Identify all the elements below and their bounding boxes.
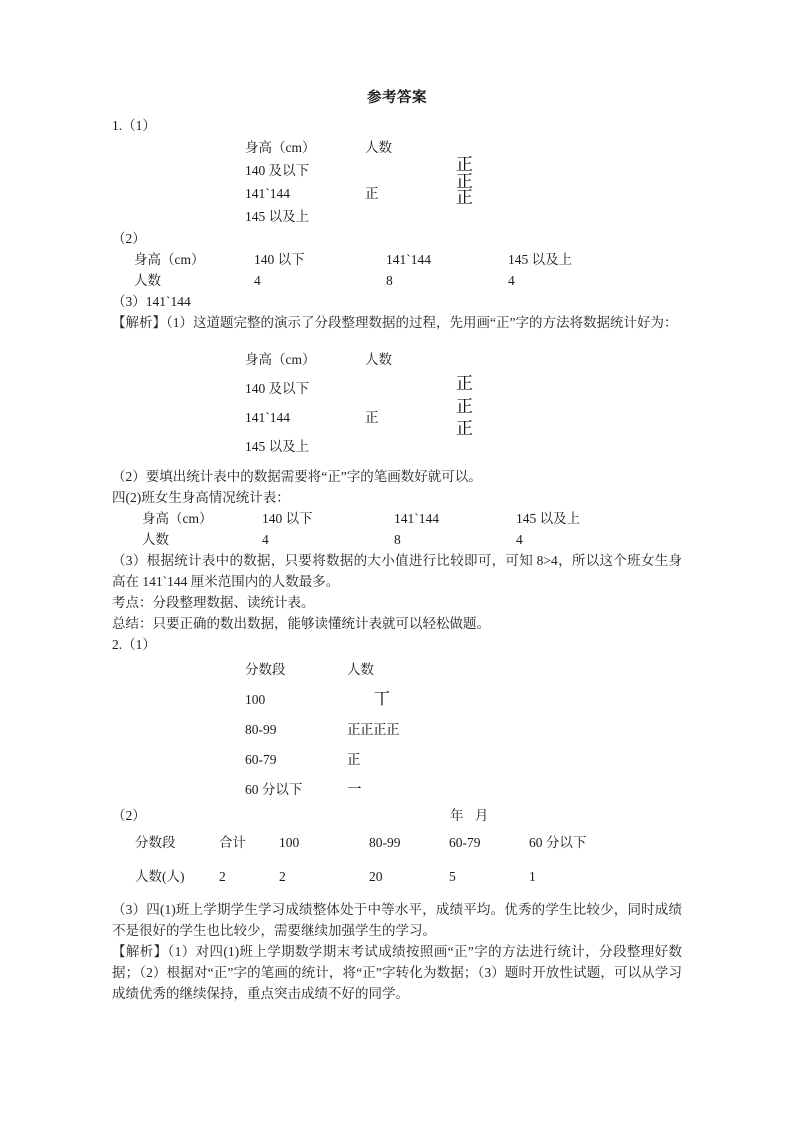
- q2-tally-table: [244, 655, 535, 805]
- q2-summary-table: [134, 826, 587, 894]
- table-header-row: [142, 508, 580, 529]
- question-1-part-3-answer: （3）141`144: [112, 294, 191, 309]
- header-total: 合计: [219, 835, 246, 850]
- table-row: [134, 860, 587, 894]
- date-stamp: 年 月: [450, 808, 493, 823]
- header-height: 身高（cm）: [245, 140, 316, 155]
- stacked-zheng-tally: [456, 373, 473, 441]
- header-below-60: 60 分以下: [529, 835, 587, 850]
- q2-part-3-answer: （3）四(1)班上学期学生学习成绩整体处于中等水平，成绩平均。优秀的学生比较少，同时成绩不是很好的学生也比较少，需要继续加强学生的学习。: [112, 902, 682, 938]
- row-label-count: 人数(人): [135, 869, 185, 884]
- header-100: 100: [279, 835, 300, 850]
- row-tally-marks: 丅: [374, 691, 390, 708]
- row-tally-marks: 正正正正: [347, 722, 399, 737]
- q1-summary-table: [134, 249, 572, 291]
- row-score-range: 60 分以下: [245, 782, 303, 797]
- row-prefix-mark: [364, 374, 436, 403]
- stacked-zheng-tally: [456, 157, 473, 207]
- header-score-range: 分数段: [135, 835, 176, 850]
- table-row: [134, 270, 572, 291]
- q1-tally-table: [244, 136, 498, 228]
- tally-stack-cell: [436, 374, 498, 461]
- header-count: 人数: [365, 352, 392, 367]
- header-height: 身高（cm）: [142, 511, 213, 526]
- row-range: 140 及以下: [245, 163, 310, 178]
- value-80-99: 20: [369, 869, 383, 884]
- table-row: [244, 159, 498, 182]
- zheng-glyph: 正: [456, 155, 473, 174]
- zheng-glyph: 正: [456, 374, 473, 393]
- value-141-144: 8: [386, 273, 393, 288]
- table-row: [244, 745, 535, 775]
- table-row: [244, 775, 535, 805]
- q1-kaodian: 考点：分段整理数据、读统计表。: [112, 595, 315, 610]
- value-below-140: 4: [254, 273, 261, 288]
- row-score-range: 80-99: [245, 722, 277, 737]
- table-row: [244, 374, 498, 403]
- row-prefix-mark: [364, 432, 436, 461]
- row-range: 145 以及上: [245, 439, 310, 454]
- header-60-79: 60-79: [449, 835, 481, 850]
- row-prefix-mark: [364, 205, 436, 228]
- q2-analysis: 【解析】（1）对四(1)班上学期数学期末考试成绩按照画“正”字的方法进行统计，分段整理好数据；（2）根据对“正”字的笔画的统计，将“正”字转化为数据；（3）题时开放性试题，可以从学习成绩优秀的继续保持，重点突击成绩不好的同学。: [112, 944, 682, 1001]
- zheng-glyph: 正: [456, 419, 473, 438]
- header-height: 身高（cm）: [134, 252, 205, 267]
- row-label-count: 人数: [142, 532, 169, 547]
- question-2-part-2-label: （2）: [112, 808, 146, 823]
- value-below-140: 4: [262, 532, 269, 547]
- tally-stack-cell: [436, 155, 498, 228]
- q1-analysis-part-3: （3）根据统计表中的数据，只要将数据的大小值进行比较即可，可知 8>4，所以这个班女生身高在 141`144 厘米范围内的人数最多。: [112, 553, 682, 589]
- row-range: 141`144: [245, 410, 290, 425]
- row-tally-marks: 一: [347, 782, 361, 798]
- value-60-79: 5: [449, 869, 456, 884]
- q1-zongjie: 总结：只要正确的数出数据，能够读懂统计表就可以轻松做题。: [112, 616, 490, 631]
- header-count: 人数: [365, 140, 392, 155]
- row-label-count: 人数: [134, 273, 161, 288]
- value-above-145: 4: [516, 532, 523, 547]
- page-title: 参考答案: [367, 90, 427, 106]
- header-above-145: 145 以及上: [516, 511, 581, 526]
- value-141-144: 8: [394, 532, 401, 547]
- row-range: 141`144: [245, 186, 290, 201]
- value-100: 2: [279, 869, 286, 884]
- q1-analysis-part-2: （2）要填出统计表中的数据需要将“正”字的笔画数好就可以。: [112, 469, 482, 484]
- table-header-row: [244, 345, 498, 374]
- zheng-glyph: 正: [456, 396, 473, 416]
- q1-analysis-tally-table: [244, 345, 498, 461]
- table-row: [244, 685, 535, 715]
- header-score-range: 分数段: [245, 662, 286, 677]
- q1-caption-table: [142, 508, 580, 550]
- table-row: [142, 529, 580, 550]
- tally-stack-cell: [436, 345, 498, 374]
- document-body: [112, 88, 682, 1004]
- header-below-140: 140 以下: [254, 252, 305, 267]
- row-score-range: 60-79: [245, 752, 277, 767]
- question-1-part-1-label: 1.（1）: [112, 118, 156, 133]
- header-below-140: 140 以下: [262, 511, 313, 526]
- row-tally-marks: 正: [347, 752, 360, 767]
- header-141-144: 141`144: [386, 252, 431, 267]
- row-prefix-mark: 正: [365, 186, 379, 201]
- value-above-145: 4: [508, 273, 515, 288]
- question-1-part-2-label: （2）: [112, 231, 146, 246]
- question-2-part-1-label: 2.（1）: [112, 637, 156, 652]
- table-header-row: [244, 655, 535, 685]
- row-range: 145 以及上: [245, 209, 310, 224]
- header-count: 人数: [347, 662, 374, 677]
- table-row: [244, 715, 535, 745]
- header-80-99: 80-99: [369, 835, 401, 850]
- table-header-row: [134, 826, 587, 860]
- value-below-60: 1: [529, 869, 536, 884]
- row-score-range: 100: [245, 692, 266, 707]
- header-height: 身高（cm）: [245, 352, 316, 367]
- spacer: [112, 333, 682, 345]
- row-prefix-mark: 正: [365, 410, 379, 425]
- question-2-part-2-header: [112, 805, 682, 826]
- table-header-row: [134, 249, 572, 270]
- value-total: 2: [219, 869, 226, 884]
- zheng-glyph: 正: [456, 171, 473, 191]
- q1-analysis-intro: 【解析】（1）这道题完整的演示了分段整理数据的过程，先用画“正”字的方法将数据统计好为：: [112, 315, 678, 330]
- row-range: 140 及以下: [245, 381, 310, 396]
- header-above-145: 145 以及上: [508, 252, 573, 267]
- q1-table-caption: 四(2)班女生身高情况统计表：: [112, 490, 290, 505]
- row-prefix-mark: [364, 159, 436, 182]
- header-141-144: 141`144: [394, 511, 439, 526]
- zheng-glyph: 正: [456, 188, 473, 207]
